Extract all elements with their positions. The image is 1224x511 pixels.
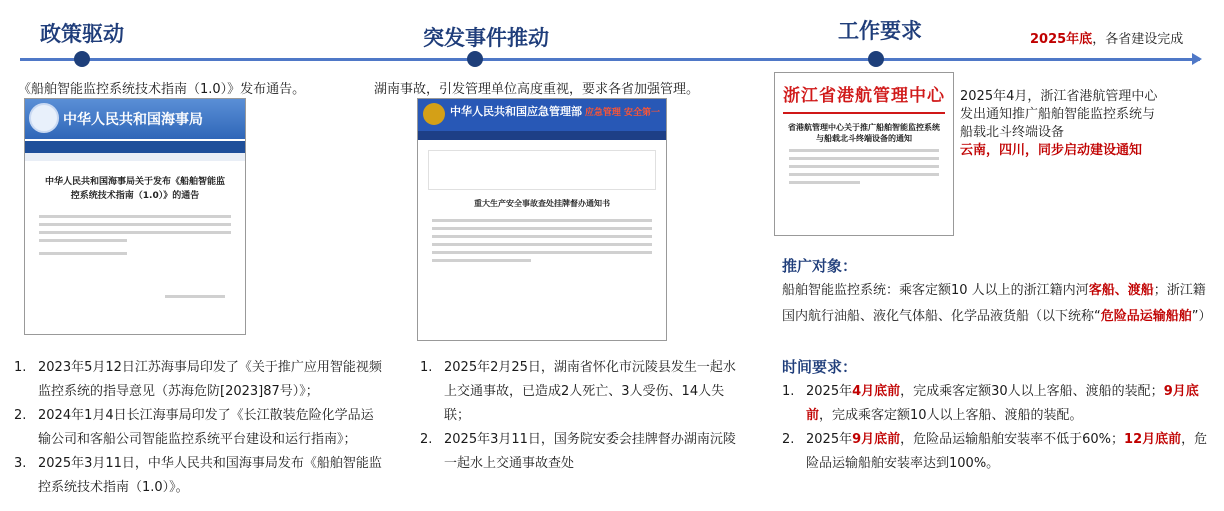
zj-red-rule [783,112,945,114]
timeline-node [467,51,483,67]
time-title: 时间要求： [782,358,858,376]
em-site-title: 中华人民共和国应急管理部 [450,105,582,118]
text-line [432,251,652,254]
emblem-icon [423,103,445,125]
list-item: 2. 2025年3月11日，国务院安委会挂牌督办湖南沅陵一起水上交通事故查处 [420,432,736,471]
list-item: 1. 2025年4月底前，完成乘客定额30人以上客船、渡船的装配；9月底前，完成乘客定额10人以上客船、渡船的装配。 [782,384,1199,423]
timeline-node [868,51,884,67]
zj-org-title: 浙江省港航管理中心 [783,86,945,106]
target-title: 推广对象： [782,257,858,275]
text-line [432,227,652,230]
text-line [789,157,939,160]
em-header [418,99,666,131]
msa-header [25,99,245,139]
msa-sub-bar [25,153,245,161]
zj-notice-heading: 省港航管理中心关于推广船舶智能监控系统与船载北斗终端设备的通知 [788,123,940,143]
text-line [432,259,531,262]
col1-list [14,356,384,500]
text-line [39,215,231,218]
text-line [165,295,225,298]
text-line [789,149,939,152]
msa-notice-screenshot [24,98,246,335]
list-item: 2. 2025年9月底前，危险品运输船舶安装率不低于60%；12月底前，危险品运输船舶安装率达到100%。 [782,432,1208,471]
text-line [789,165,939,168]
stage-title-incident: 突发事件推动 [423,26,549,50]
list-item: 1. 2023年5月12日江苏海事局印发了《关于推广应用智能视频监控系统的指导意见（苏海危防[2023]87号）》； [14,360,382,399]
em-slogan: 应急管理 安全第一 [584,108,660,118]
col2-list [420,356,748,476]
target-paragraph: 船舶智能监控系统：乘客定额10 人以上的浙江籍内河客船、渡船；浙江籍国内航行油船、液化气体船、化学品液货船（以下统称“危险品运输船舶”） [782,283,1212,324]
em-info-box [428,150,656,190]
col2-caption: 湖南事故，引发管理单位高度重视，要求各省加强管理。 [374,82,700,97]
timeline-node [74,51,90,67]
stage-title-requirement: 工作要求 [838,19,922,43]
em-notice-heading: 重大生产安全事故查处挂牌督办通知书 [474,199,610,208]
stage-title-policy: 政策驱动 [40,22,124,46]
zj-notice-description: 2025年4月，浙江省港航管理中心发出通知推广船舶智能监控系统与船载北斗终端设备 云南，四川，同步启动建设通知 [960,89,1158,158]
msa-emblem-icon [29,103,59,133]
list-item: 2. 2024年1月4日长江海事局印发了《长江散装危险化学品运输公司和客船公司智能监控系统平台建设和运行指南》； [14,408,374,447]
timeline-line [20,58,1200,61]
text-line [39,252,127,255]
em-nav-bar [418,131,666,140]
emergency-notice-screenshot [417,98,667,341]
text-line [789,181,860,184]
text-line [432,243,652,246]
list-item: 1. 2025年2月25日，湖南省怀化市沅陵县发生一起水上交通事故，已造成2人死亡、3人受伤、14人失联； [420,360,736,423]
col1-caption: 《船舶智能监控系统技术指南（1.0）》发布通告。 [18,82,306,97]
text-line [39,223,231,226]
text-line [789,173,939,176]
zhejiang-notice-screenshot [774,72,954,236]
text-line [39,231,231,234]
text-line [432,219,652,222]
timeline-arrow-icon [1192,53,1202,65]
time-list [782,380,1214,476]
deadline-note: 2025年底，各省建设完成 [1030,32,1184,47]
msa-site-title: 中华人民共和国海事局 [63,112,203,128]
msa-nav-bar [25,141,245,153]
list-item: 3. 2025年3月11日，中华人民共和国海事局发布《船舶智能监控系统技术指南（1.0）》。 [14,456,382,495]
msa-notice-heading: 中华人民共和国海事局关于发布《船舶智能监控系统技术指南（1.0）》的通告 [44,177,225,201]
text-line [39,239,127,242]
text-line [432,235,652,238]
